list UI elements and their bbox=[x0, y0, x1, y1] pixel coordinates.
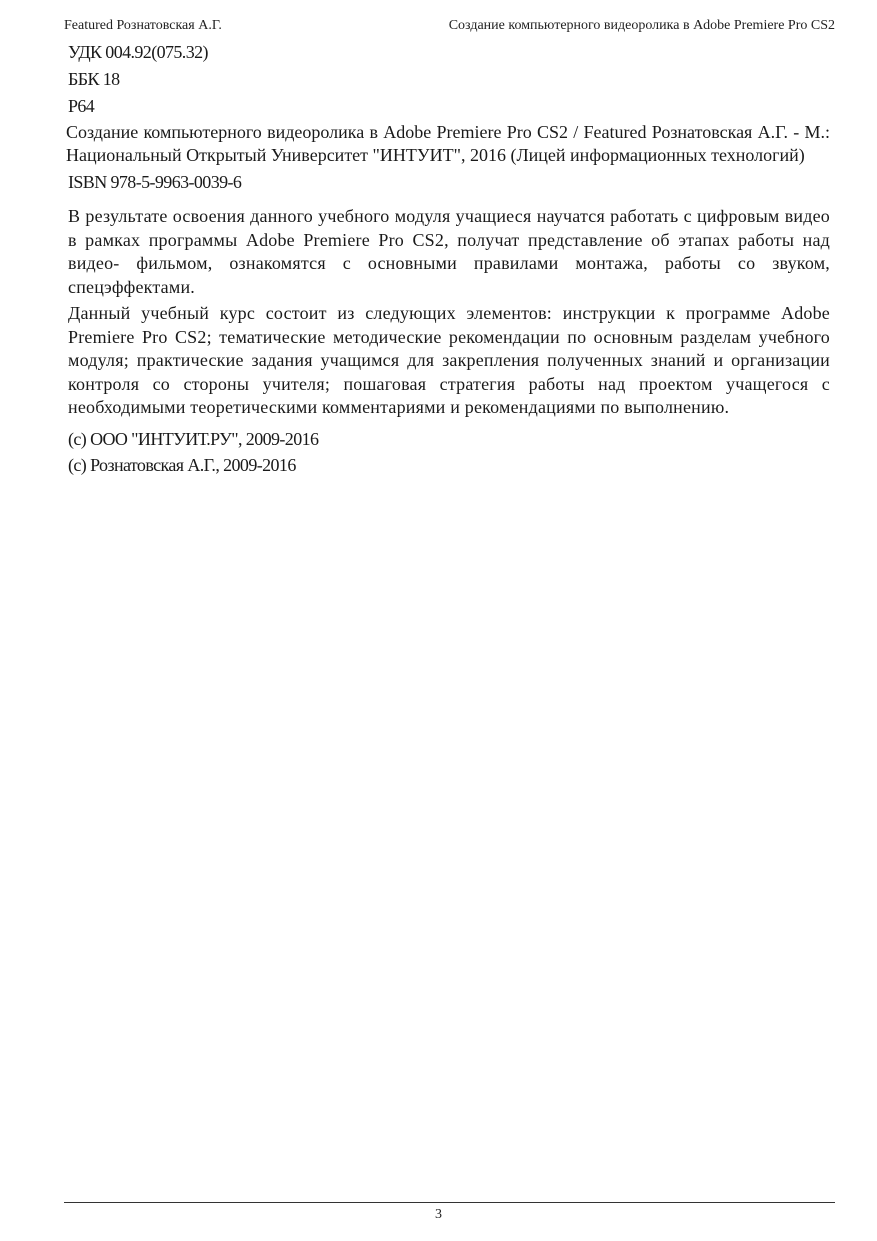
footer-divider bbox=[64, 1202, 835, 1203]
page-number: 3 bbox=[435, 1207, 442, 1222]
page-content bbox=[68, 39, 830, 478]
bibliographic-citation: Создание компьютерного видеоролика в Adobe Premiere Pro CS2 / Featured Рознатовская А.Г. - М.: Национальный Открытый Университет "ИНТУИТ", 2016 (Лицей информационных технологий) bbox=[66, 122, 830, 165]
copyright-block bbox=[68, 426, 830, 478]
copyright-author: (c) Рознатовская А.Г., 2009-2016 bbox=[68, 454, 296, 475]
header-title: Создание компьютерного видеоролика в Adobe Premiere Pro CS2 bbox=[448, 18, 835, 33]
bbk-line: ББК 18 bbox=[68, 69, 120, 89]
course-contents-paragraph: Данный учебный курс состоит из следующих элементов: инструкции к программе Adobe Premiere Pro CS2; тематические методические рекомендации по основным разделам учебного модуля; практические задания учащимся для закрепления полученных знаний и организации контроля со стороны учителя; пошаговая стратегия работы над проектом учащегося с необходимыми теоретическими комментариями и рекомендациями по выполнению. bbox=[68, 303, 830, 417]
copyright-publisher: (c) ООО "ИНТУИТ.РУ", 2009-2016 bbox=[68, 428, 319, 449]
abstract-paragraph: В результате освоения данного учебного модуля учащиеся научатся работать с цифровым видео в рамках программы Adobe Premiere Pro CS2, получат представление об этапах работы над видео- фильмом, ознакомятся с основными правилами монтажа, работы со звуком, спецэффектами. bbox=[68, 206, 830, 297]
isbn-line: ISBN 978-5-9963-0039-6 bbox=[68, 172, 242, 192]
udk-line: УДК 004.92(075.32) bbox=[68, 42, 208, 62]
header-author: Featured Рознатовская А.Г. bbox=[64, 18, 222, 33]
running-header bbox=[64, 16, 835, 36]
code-line: Р64 bbox=[68, 96, 95, 116]
